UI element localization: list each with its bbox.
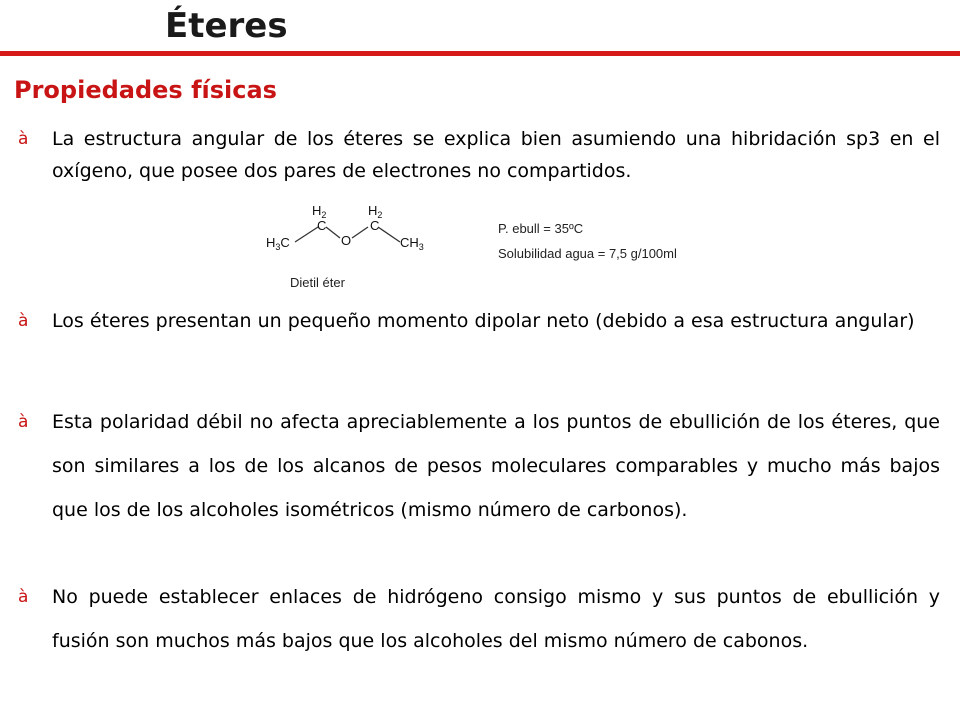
boiling-point: P. ebull = 35ºC bbox=[498, 221, 584, 236]
water-solubility: Solubilidad agua = 7,5 g/100ml bbox=[498, 246, 677, 261]
methyl-right: $CH_3$ bbox=[400, 235, 424, 252]
bullet-text: Esta polaridad débil no afecta apreciablemente a los puntos de ebullición de los éteres, que son similares a los de los alcanos de pesos moleculares comparables y mucho más bajos que los de los alcoholes isométricos (mismo número de carbonos). bbox=[52, 411, 940, 521]
molecule-caption: Dietil éter bbox=[290, 275, 345, 290]
bullet-text: Los éteres presentan un pequeño momento dipolar neto (debido a esa estructura angular) bbox=[52, 310, 915, 332]
methyl-left: $H_3C$ bbox=[266, 235, 290, 252]
bullet-arrow-icon: à bbox=[18, 412, 29, 432]
section-heading: Propiedades físicas bbox=[14, 76, 277, 104]
bullet-text: La estructura angular de los éteres se explica bien asumiendo una hibridación sp3 en el oxígeno, que posee dos pares de electrones no compartidos. bbox=[52, 128, 940, 182]
ch2-left-h2: $H_2$ bbox=[312, 203, 327, 220]
bullet-item bbox=[18, 400, 940, 532]
ch2-left-carbon: C bbox=[317, 218, 327, 233]
diethyl-ether-structure bbox=[262, 200, 437, 298]
oxygen-atom: O bbox=[341, 233, 352, 248]
bullet-arrow-icon: à bbox=[18, 311, 29, 331]
bullet-arrow-icon: à bbox=[18, 587, 29, 607]
title-underline bbox=[0, 51, 960, 56]
slide-title: Éteres bbox=[165, 6, 288, 46]
ch2-right-h2: $H_2$ bbox=[368, 203, 383, 220]
ch2-right-carbon: C bbox=[370, 218, 380, 233]
bullet-arrow-icon: à bbox=[18, 129, 29, 149]
bullet-item bbox=[18, 575, 940, 663]
bullet-item bbox=[18, 123, 940, 187]
properties-box bbox=[498, 216, 677, 266]
bullet-item bbox=[18, 304, 940, 338]
bullet-text: No puede establecer enlaces de hidrógeno consigo mismo y sus puntos de ebullición y fusión son muchos más bajos que los alcoholes del mismo número de cabonos. bbox=[52, 586, 940, 652]
